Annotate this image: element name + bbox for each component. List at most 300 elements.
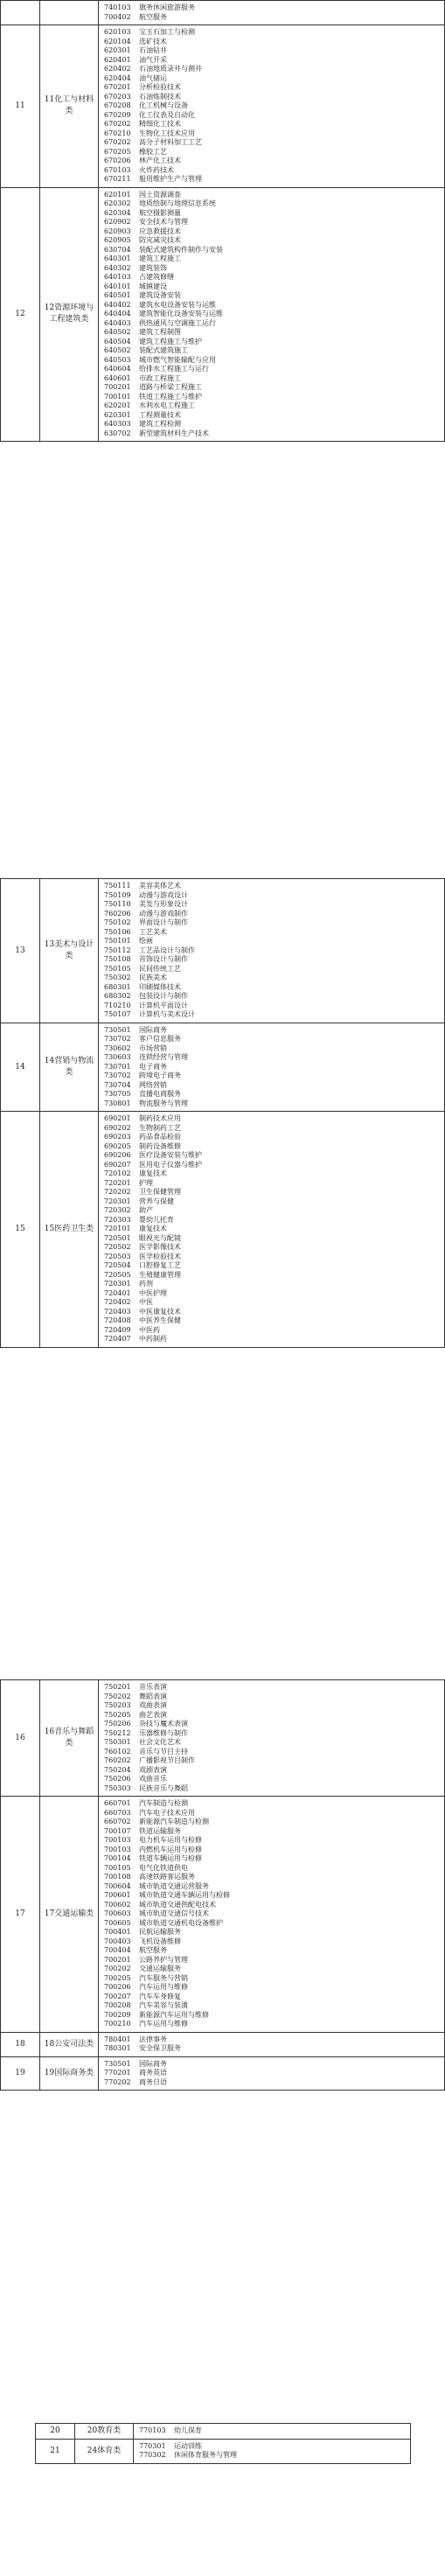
major-item [104, 882, 444, 891]
major-code: 720302 [104, 1206, 131, 1214]
major-item [104, 255, 444, 264]
major-name: 市政工程施工 [139, 373, 181, 382]
major-name: 宝玉石加工与检测 [139, 28, 195, 36]
major-code: 720408 [104, 1316, 131, 1324]
major-name: 供热通风与空调施工运行 [139, 318, 216, 327]
major-name: 航空服务 [139, 1946, 167, 1954]
major-item [104, 365, 444, 374]
major-item [104, 148, 444, 157]
major-item [139, 2426, 410, 2436]
major-code: 720303 [104, 1215, 131, 1224]
major-name: 建筑工程施工 [139, 255, 181, 262]
major-name: 界面设计与制作 [139, 918, 188, 926]
major-name: 市场营销 [139, 1044, 167, 1052]
major-name: 建筑工程施工与维护 [139, 337, 202, 346]
major-code: 660701 [104, 1799, 131, 1807]
major-name: 计算机平面设计 [139, 1001, 188, 1009]
major-code: 690202 [104, 1123, 131, 1132]
major-code: 720505 [104, 1270, 131, 1279]
major-name: 工程测量技术 [139, 410, 181, 419]
major-name: 公路养护与管理 [139, 1955, 188, 1964]
major-name: 橡胶工艺 [139, 147, 167, 156]
major-name: 汽车电子技术应用 [139, 1808, 195, 1817]
category-name: 13美术与设计类 [40, 879, 99, 1023]
major-code: 640303 [104, 420, 131, 428]
major-name: 汽车制造与检测 [139, 1799, 188, 1807]
major-item [104, 1072, 444, 1081]
major-item [104, 166, 444, 176]
major-code: 640502 [104, 328, 131, 336]
major-name: 城市燃气智能输配与应用 [139, 355, 216, 364]
majors-table [0, 0, 445, 442]
major-name: 地质绘制与地理信息系统 [139, 199, 216, 207]
major-item [104, 1693, 444, 1702]
major-item [104, 891, 444, 901]
major-item [104, 28, 444, 38]
major-code: 770301 [139, 2441, 166, 2450]
table-row [36, 2439, 411, 2463]
major-code: 700602 [104, 1900, 131, 1909]
major-item [104, 1151, 444, 1161]
major-item [104, 310, 444, 319]
major-code: 750301 [104, 1738, 131, 1746]
major-name: 林产化工技术 [139, 157, 181, 164]
major-item [104, 1738, 444, 1748]
major-code: 700108 [104, 1873, 131, 1881]
major-item [104, 1919, 444, 1929]
major-item [104, 301, 444, 311]
major-code: 700210 [104, 2020, 131, 2028]
row-number: 18 [1, 2032, 40, 2056]
major-code: 670210 [104, 129, 131, 137]
major-item [104, 1026, 444, 1036]
major-code: 640403 [104, 318, 131, 327]
major-item [104, 157, 444, 166]
majors-cell [134, 2424, 411, 2440]
major-item [104, 1335, 444, 1344]
major-code: 660703 [104, 1808, 131, 1817]
major-name: 制药设备维修 [139, 1141, 181, 1150]
major-item [104, 374, 444, 384]
major-name: 民族音乐与舞蹈 [139, 1784, 188, 1792]
major-item [104, 965, 444, 974]
major-item [104, 1854, 444, 1864]
major-name: 石油炼制技术 [139, 92, 181, 101]
major-name: 高分子材料加工工艺 [139, 138, 202, 146]
major-item [104, 1081, 444, 1091]
major-item [104, 1882, 444, 1892]
major-code: 700208 [104, 2001, 131, 2009]
major-item [104, 1873, 444, 1882]
major-code: 750302 [104, 974, 131, 981]
major-code: 750206 [104, 1720, 131, 1728]
major-code: 760102 [104, 1747, 131, 1756]
majors-cell [99, 1797, 445, 2033]
major-code: 720504 [104, 1261, 131, 1269]
row-number: 20 [36, 2424, 75, 2440]
major-item [104, 1206, 444, 1216]
row-number: 17 [1, 1797, 40, 2033]
major-item [104, 1946, 444, 1956]
major-name: 船用维护生产与管理 [139, 175, 202, 183]
major-item [104, 420, 444, 429]
major-code: 700105 [104, 1863, 131, 1872]
major-code: 720403 [104, 1307, 131, 1316]
major-item [104, 1729, 444, 1739]
majors-table [0, 878, 445, 1348]
major-item [104, 283, 444, 292]
major-code: 620903 [104, 227, 131, 235]
major-item [104, 138, 444, 148]
table-block-2 [0, 878, 445, 1348]
major-name: 药剂 [139, 1280, 153, 1288]
major-name: 化工机械与设备 [139, 101, 188, 109]
row-number: 21 [36, 2439, 75, 2463]
major-name: 法律事务 [139, 2035, 167, 2043]
row-number: 14 [1, 1023, 40, 1112]
major-item [104, 1799, 444, 1809]
major-name: 精细化工技术 [139, 120, 181, 128]
major-name: 建筑装饰 [139, 263, 167, 272]
category-name: 15医药卫生类 [40, 1112, 99, 1348]
major-code: 730704 [104, 1080, 131, 1089]
major-name: 铁道运输服务 [139, 1826, 181, 1835]
major-name: 油气储运 [139, 73, 167, 82]
major-name: 广播影视节目制作 [139, 1756, 195, 1764]
major-name: 制药技术应用 [139, 1114, 181, 1122]
major-code: 700404 [104, 1946, 131, 1954]
major-code: 670206 [104, 157, 131, 164]
table-row [1, 1, 445, 25]
major-name: 电气化铁道供电 [139, 1863, 188, 1872]
major-code: 640101 [104, 282, 131, 290]
major-name: 生殖健康管理 [139, 1270, 181, 1279]
major-name: 应急救援技术 [139, 227, 181, 235]
row-number: 16 [1, 1680, 40, 1797]
major-code: 740103 [104, 3, 131, 11]
major-code: 720409 [104, 1325, 131, 1334]
major-code: 670201 [104, 83, 131, 91]
major-item [104, 1965, 444, 1974]
major-code: 690203 [104, 1133, 131, 1141]
major-item [104, 1809, 444, 1819]
major-name: 杂技与魔术表演 [139, 1720, 188, 1728]
major-name: 戏曲表演 [139, 1701, 167, 1709]
major-code: 750206 [104, 1775, 131, 1783]
major-name: 生物制药工艺 [139, 1123, 181, 1132]
major-item [104, 199, 444, 209]
major-code: 730705 [104, 1090, 131, 1098]
major-item [104, 1909, 444, 1919]
major-name: 连锁经营与管理 [139, 1053, 188, 1061]
major-code: 770202 [104, 2077, 131, 2086]
major-item [104, 1818, 444, 1827]
major-item [104, 273, 444, 283]
table-row [36, 2424, 411, 2440]
major-item [104, 1216, 444, 1225]
major-code: 750303 [104, 1784, 131, 1792]
table-row [1, 25, 445, 188]
major-item [104, 1748, 444, 1757]
major-name: 工艺美术 [139, 927, 167, 936]
major-code: 750203 [104, 1701, 131, 1709]
major-name: 乐器维修与制作 [139, 1728, 188, 1737]
major-item [104, 218, 444, 227]
major-item [104, 1784, 444, 1794]
major-item [104, 1901, 444, 1910]
major-name: 城市轨道交通运营服务 [139, 1881, 209, 1890]
major-item [104, 955, 444, 965]
major-name: 内燃机车运用与检修 [139, 1845, 202, 1853]
table-block-4 [35, 2423, 411, 2464]
majors-cell [99, 187, 445, 442]
major-code: 720502 [104, 1243, 131, 1251]
major-code: 700201 [104, 1955, 131, 1964]
major-name: 旗务休闲旅游服务 [139, 3, 195, 11]
row-number [1, 1, 40, 25]
major-item [104, 129, 444, 139]
major-name: 曲艺表演 [139, 1710, 167, 1719]
major-name: 中药制药 [139, 1335, 167, 1343]
major-name: 建筑智能化设备安装与运维 [139, 310, 223, 318]
major-item [104, 918, 444, 928]
major-item [104, 1766, 444, 1776]
major-code: 750111 [104, 882, 131, 890]
major-name: 医学影像技术 [139, 1243, 181, 1251]
major-item [104, 236, 444, 246]
major-code: 680302 [104, 992, 131, 1000]
major-name: 音乐与节目主持 [139, 1747, 188, 1756]
major-name: 新能源汽车制造与检测 [139, 1818, 209, 1826]
major-code: 640103 [104, 273, 131, 281]
major-item [104, 1928, 444, 1937]
major-item [104, 191, 444, 200]
major-item [104, 1002, 444, 1011]
major-name: 美发与形象设计 [139, 900, 188, 908]
major-item [104, 1956, 444, 1965]
major-item [104, 1261, 444, 1271]
major-name: 城市轨道交通机电设备维护 [139, 1918, 223, 1927]
major-item [104, 383, 444, 393]
major-item [104, 411, 444, 421]
major-item [104, 101, 444, 111]
major-code: 700104 [104, 1854, 131, 1862]
category-name: 11化工与材料类 [40, 25, 99, 188]
major-name: 康复技术 [139, 1169, 167, 1177]
row-number: 15 [1, 1112, 40, 1348]
major-name: 给排水工程施工与运行 [139, 365, 209, 373]
major-item [104, 2035, 444, 2045]
major-name: 古建筑修缮 [139, 273, 174, 281]
major-name: 铁道车辆运用与检修 [139, 1854, 202, 1862]
major-code: 750110 [104, 900, 131, 908]
major-name: 婴幼儿托育 [139, 1215, 174, 1224]
major-code: 750105 [104, 964, 131, 973]
major-code: 700103 [104, 1845, 131, 1853]
table-row [1, 879, 445, 1023]
major-item [104, 1289, 444, 1299]
major-name: 运动训练 [174, 2441, 202, 2450]
major-code: 750202 [104, 1692, 131, 1700]
major-name: 油气开采 [139, 55, 167, 64]
major-code: 730603 [104, 1053, 131, 1061]
major-item [104, 328, 444, 338]
major-item [104, 120, 444, 129]
major-item [104, 1316, 444, 1326]
major-code: 700206 [104, 1983, 131, 1991]
major-item [104, 2078, 444, 2088]
row-number: 12 [1, 187, 40, 442]
major-code: 700205 [104, 1973, 131, 1982]
major-name: 客户信息服务 [139, 1035, 181, 1043]
major-item [104, 46, 444, 56]
major-code: 700601 [104, 1891, 131, 1899]
major-code: 750102 [104, 918, 131, 926]
major-code: 620304 [104, 208, 131, 217]
major-name: 防灾减灾技术 [139, 236, 181, 244]
major-name: 直播电商服务 [139, 1090, 181, 1098]
major-code: 720201 [104, 1178, 131, 1187]
major-item [104, 1179, 444, 1189]
major-code: 720407 [104, 1335, 131, 1343]
major-name: 首饰设计与制作 [139, 955, 188, 963]
major-code: 690201 [104, 1114, 131, 1122]
major-item [104, 246, 444, 255]
major-item [104, 93, 444, 102]
major-name: 中医 [139, 1298, 153, 1306]
category-name: 14营销与物流类 [40, 1023, 99, 1112]
major-code: 720202 [104, 1188, 131, 1196]
major-code: 750108 [104, 955, 131, 963]
major-name: 铁道工程施工与维护 [139, 392, 202, 401]
table-row [1, 1797, 445, 2033]
major-item [104, 319, 444, 329]
major-name: 物流服务与管理 [139, 1099, 188, 1107]
major-name: 航空服务 [139, 12, 167, 21]
major-code: 780301 [104, 2044, 131, 2052]
major-name: 石油地质录井与测井 [139, 65, 202, 73]
major-item [104, 1035, 444, 1044]
major-name: 社会文化艺术 [139, 1738, 181, 1746]
major-item [104, 1298, 444, 1308]
major-item [139, 2442, 410, 2452]
major-item [104, 1010, 444, 1020]
major-name: 网络营销 [139, 1080, 167, 1089]
major-code: 620301 [104, 46, 131, 54]
major-name: 城市轨道交通车辆运用与检修 [139, 1891, 230, 1899]
majors-cell [134, 2439, 411, 2463]
major-name: 医用电子仪器与维护 [139, 1160, 202, 1169]
major-code: 730702 [104, 1072, 131, 1079]
major-code: 620902 [104, 218, 131, 226]
major-name: 石油钻井 [139, 46, 167, 54]
major-code: 630702 [104, 429, 131, 437]
category-name: 17交通运输类 [40, 1797, 99, 2033]
major-name: 建筑设备安装 [139, 291, 181, 299]
major-name: 跨境电子商务 [139, 1072, 181, 1079]
major-name: 建筑水电设备安装与运维 [139, 300, 216, 309]
major-name: 口腔修复工艺 [139, 1261, 181, 1269]
major-item [104, 1234, 444, 1244]
category-name [40, 1, 99, 25]
category-name: 19国际商务类 [40, 2056, 99, 2091]
major-item [104, 974, 444, 983]
major-name: 医疗设备安装与维护 [139, 1151, 202, 1159]
major-code: 760202 [104, 1756, 131, 1764]
major-item [104, 393, 444, 402]
major-code: 640503 [104, 355, 131, 364]
major-code: 670211 [104, 175, 131, 183]
major-code: 620302 [104, 199, 131, 207]
major-code: 620301 [104, 410, 131, 419]
major-item [104, 1846, 444, 1855]
major-code: 640604 [104, 365, 131, 373]
major-name: 国际商务 [139, 1025, 167, 1034]
major-name: 药品食品检验 [139, 1133, 181, 1141]
major-name: 生物化工技术应用 [139, 129, 195, 137]
major-code: 670103 [104, 165, 131, 174]
major-name: 舞蹈表演 [139, 1692, 167, 1700]
major-code: 720301 [104, 1197, 131, 1205]
major-code: 700107 [104, 1826, 131, 1835]
major-code: 680301 [104, 982, 131, 991]
major-item [104, 356, 444, 366]
major-code: 670209 [104, 110, 131, 119]
category-name: 24体育类 [75, 2439, 134, 2463]
major-code: 620103 [104, 28, 131, 36]
major-name: 康复技术 [139, 1225, 167, 1232]
major-code: 620201 [104, 401, 131, 409]
major-name: 电力机车运用与检修 [139, 1836, 202, 1844]
major-name: 戏剧表演 [139, 1765, 167, 1774]
major-code: 720402 [104, 1298, 131, 1306]
major-code: 730501 [104, 1025, 131, 1034]
major-code: 730701 [104, 1062, 131, 1071]
major-item [104, 900, 444, 910]
major-name: 道路与桥梁工程施工 [139, 383, 202, 391]
table-row [1, 2032, 445, 2056]
major-code: 620404 [104, 73, 131, 82]
majors-cell [99, 1680, 445, 1797]
major-code: 640502 [104, 346, 131, 354]
major-code: 670202 [104, 120, 131, 128]
major-code: 750204 [104, 1765, 131, 1774]
major-item [104, 2044, 444, 2054]
major-code: 730702 [104, 1035, 131, 1043]
major-code: 780401 [104, 2035, 131, 2043]
major-item [104, 38, 444, 47]
major-code: 670203 [104, 92, 131, 101]
major-item [104, 1711, 444, 1721]
major-code: 750201 [104, 1683, 131, 1691]
majors-table [35, 2423, 411, 2464]
major-name: 幼儿保育 [174, 2426, 202, 2434]
major-item [104, 1114, 444, 1124]
major-item [104, 983, 444, 993]
major-code: 640302 [104, 263, 131, 272]
table-row [1, 187, 445, 442]
major-name: 民间传统工艺 [139, 964, 181, 973]
major-code: 620905 [104, 236, 131, 244]
major-code: 700403 [104, 1937, 131, 1945]
major-code: 720301 [104, 1280, 131, 1288]
major-item [104, 910, 444, 919]
major-name: 民族美术 [139, 974, 167, 981]
major-code: 770302 [139, 2451, 166, 2459]
major-code: 700603 [104, 1909, 131, 1917]
major-name: 计算机与美术设计 [139, 1010, 195, 1018]
major-item [104, 209, 444, 219]
